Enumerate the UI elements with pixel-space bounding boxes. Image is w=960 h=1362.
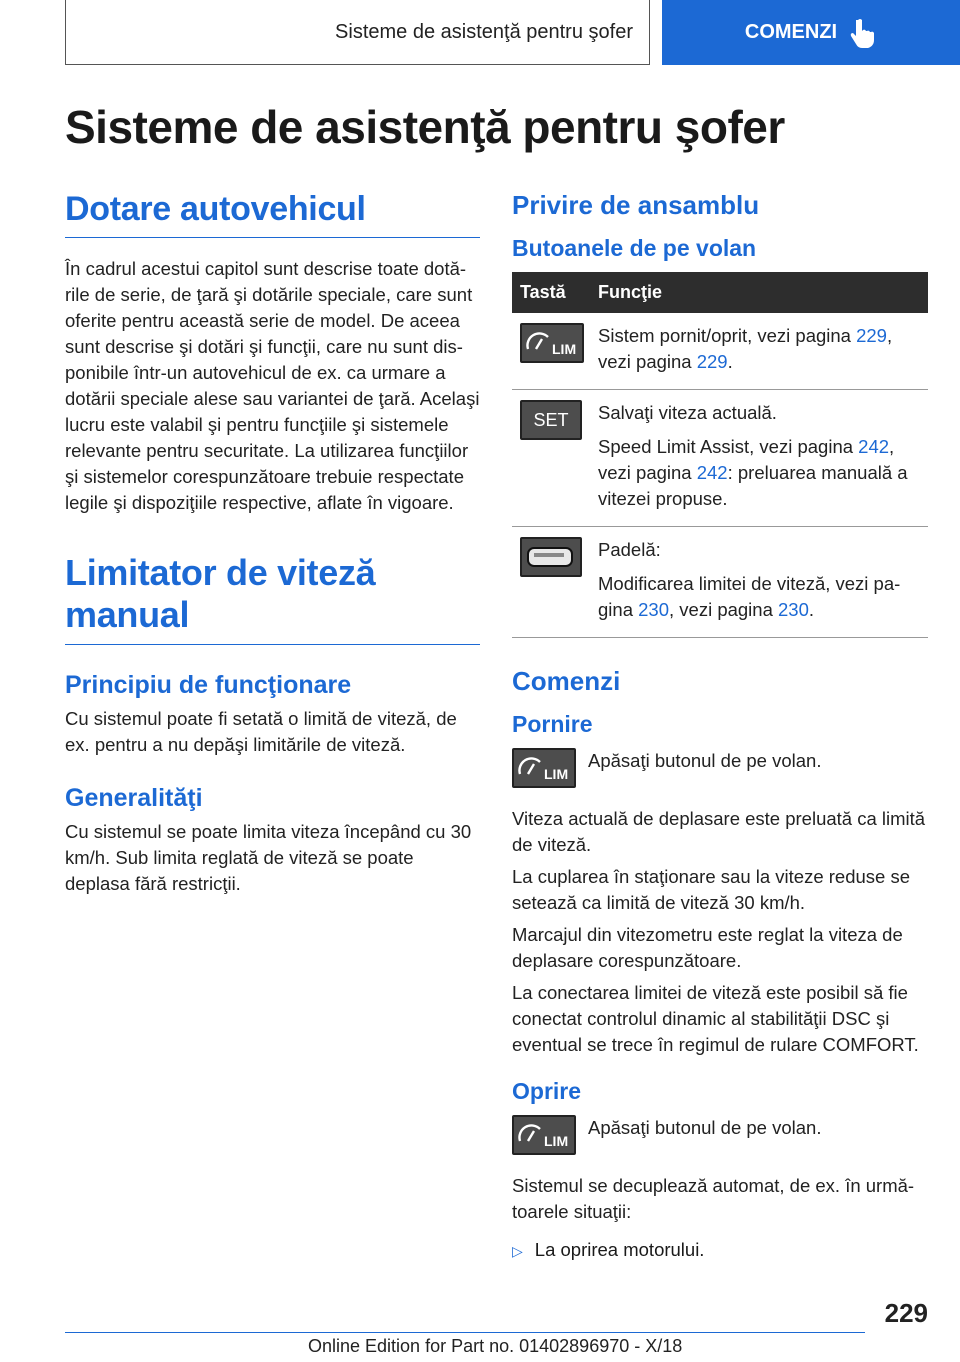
buttons-table — [512, 272, 928, 638]
function-line — [598, 434, 922, 512]
heading-overview: Privire de ansamblu — [512, 190, 760, 220]
table-cell-function — [590, 390, 928, 527]
hand-pointer-icon — [849, 17, 877, 49]
heading-controls: Comenzi — [512, 666, 621, 696]
heading-principle: Principiu de funcţionare — [65, 671, 352, 699]
table-row — [512, 390, 928, 527]
right-column — [512, 190, 928, 1261]
page-link[interactable]: 229 — [696, 351, 728, 372]
page-link[interactable]: 229 — [856, 325, 887, 346]
paragraph-start-4: La conectarea limitei de viteză este posibil să fie conectat controlul dinamic al stabilităţii DSC şi eventual se trece în regimul de rulare COMFORT. — [512, 982, 919, 1055]
footer-divider — [65, 1332, 865, 1333]
function-line — [598, 571, 922, 623]
lim-button-icon — [512, 748, 576, 788]
table-cell-key — [512, 313, 590, 390]
header-nav-label: COMENZI — [744, 21, 838, 43]
function-text: Speed Limit Assist, vezi pagina — [598, 436, 859, 457]
paragraph-start-2: La cuplarea în staţionare sau la viteze reduse se setează ca limită de viteză 30 km/h. — [512, 866, 910, 913]
page-link[interactable]: 242 — [858, 436, 890, 457]
paragraph-general: Cu sistemul se poate limita viteza începând cu 30 km/h. Sub limita reglată de viteză se poate deplasa fără restricţii. — [65, 821, 472, 894]
triangle-bullet-icon: ▷ — [512, 1243, 523, 1259]
start-press-text: Apăsaţi butonul de pe volan. — [588, 750, 822, 771]
heading-steering-buttons: Butoanele de pe volan — [512, 235, 757, 261]
page-link[interactable]: 230 — [778, 599, 809, 620]
paragraph-principle: Cu sistemul poate fi setată o limită de viteză, de ex. pentru a nu depăşi limitările de viteză. — [65, 708, 457, 755]
lim-button-icon — [520, 323, 584, 363]
bullet-text: La oprirea motorului. — [534, 1239, 705, 1260]
page-link[interactable]: 230 — [638, 599, 669, 620]
function-text: : preluarea manuală a vitezei propuse. — [598, 462, 908, 509]
table-cell-key — [512, 527, 590, 638]
header-nav-button[interactable] — [662, 0, 960, 65]
start-instruction — [512, 748, 928, 788]
set-button-icon — [520, 400, 582, 440]
paragraph-stop-1: Sistemul se decuplează automat, de ex. în următoarele situaţii: — [512, 1175, 915, 1222]
page-number: 229 — [884, 1298, 928, 1328]
function-line: Salvaţi viteza actuală. — [598, 402, 777, 423]
heading-limiter: Limitator de viteză manual — [65, 552, 480, 645]
table-cell-key — [512, 390, 590, 527]
function-line — [598, 323, 922, 375]
paddle-icon — [520, 537, 582, 577]
stop-instruction — [512, 1115, 928, 1155]
function-text: , vezi pagina — [669, 599, 779, 620]
function-text: Modificarea limitei de viteză, vezi pagina — [598, 573, 901, 620]
header-section-tab[interactable] — [65, 0, 650, 65]
stop-press-text: Apăsaţi butonul de pe volan. — [588, 1117, 822, 1138]
table-header-key: Tastă — [512, 272, 590, 313]
function-line: Padelă: — [598, 539, 661, 560]
svg-text:LIM: LIM — [544, 766, 569, 782]
function-text: . — [727, 351, 733, 372]
svg-text:LIM: LIM — [552, 341, 577, 357]
set-button-label: SET — [533, 410, 569, 430]
table-cell-function — [590, 313, 928, 390]
function-text: Sistem pornit/oprit, vezi pagina — [598, 325, 857, 346]
table-row — [512, 527, 928, 638]
paragraph-equipment: În cadrul acestui capitol sunt descrise toate dotările de serie, de ţară şi dotările speciale, care sunt oferite pentru această serie de model. De aceea sunt descrise şi dotări şi funcţii, care nu sunt disponibile într-un autovehicul de ex. ca urmare a dotării speciale alese sau variantei de ţară. Acelaşi lucru este valabil şi pentru funcţiile şi sistemele relevante pentru securitate. La utilizarea funcţiilor şi sistemelor corespunzătoare trebuie respectate legile şi dispoziţiile respective, aflate în vigoare. — [65, 258, 480, 513]
function-text: , vezi pagina — [598, 325, 893, 372]
table-row — [512, 313, 928, 390]
footer-edition: Online Edition for Part no. 01402896970 - X/18 — [308, 1336, 683, 1356]
page-title: Sisteme de asistenţă pentru şofer — [65, 101, 785, 153]
function-text: . — [808, 599, 815, 620]
heading-general: Generalităţi — [65, 784, 203, 812]
svg-text:LIM: LIM — [544, 1133, 569, 1149]
paragraph-start-1: Viteza actuală de deplasare este preluată ca limită de viteză. — [512, 808, 926, 855]
left-column — [65, 190, 480, 897]
function-text: , vezi pagina — [598, 436, 895, 483]
heading-start: Pornire — [512, 711, 593, 737]
table-cell-function — [590, 527, 928, 638]
heading-equipment: Dotare autovehicul — [65, 190, 480, 238]
list-item — [512, 1239, 928, 1261]
lim-button-icon — [512, 1115, 576, 1155]
heading-stop: Oprire — [512, 1078, 582, 1104]
paragraph-start-3: Marcajul din vitezometru este reglat la viteza de deplasare corespunzătoare. — [512, 924, 903, 971]
page-link[interactable]: 242 — [696, 462, 728, 483]
header-section-label: Sisteme de asistenţă pentru şofer — [335, 20, 633, 43]
table-header-row — [512, 272, 928, 313]
table-header-function: Funcţie — [590, 272, 928, 313]
